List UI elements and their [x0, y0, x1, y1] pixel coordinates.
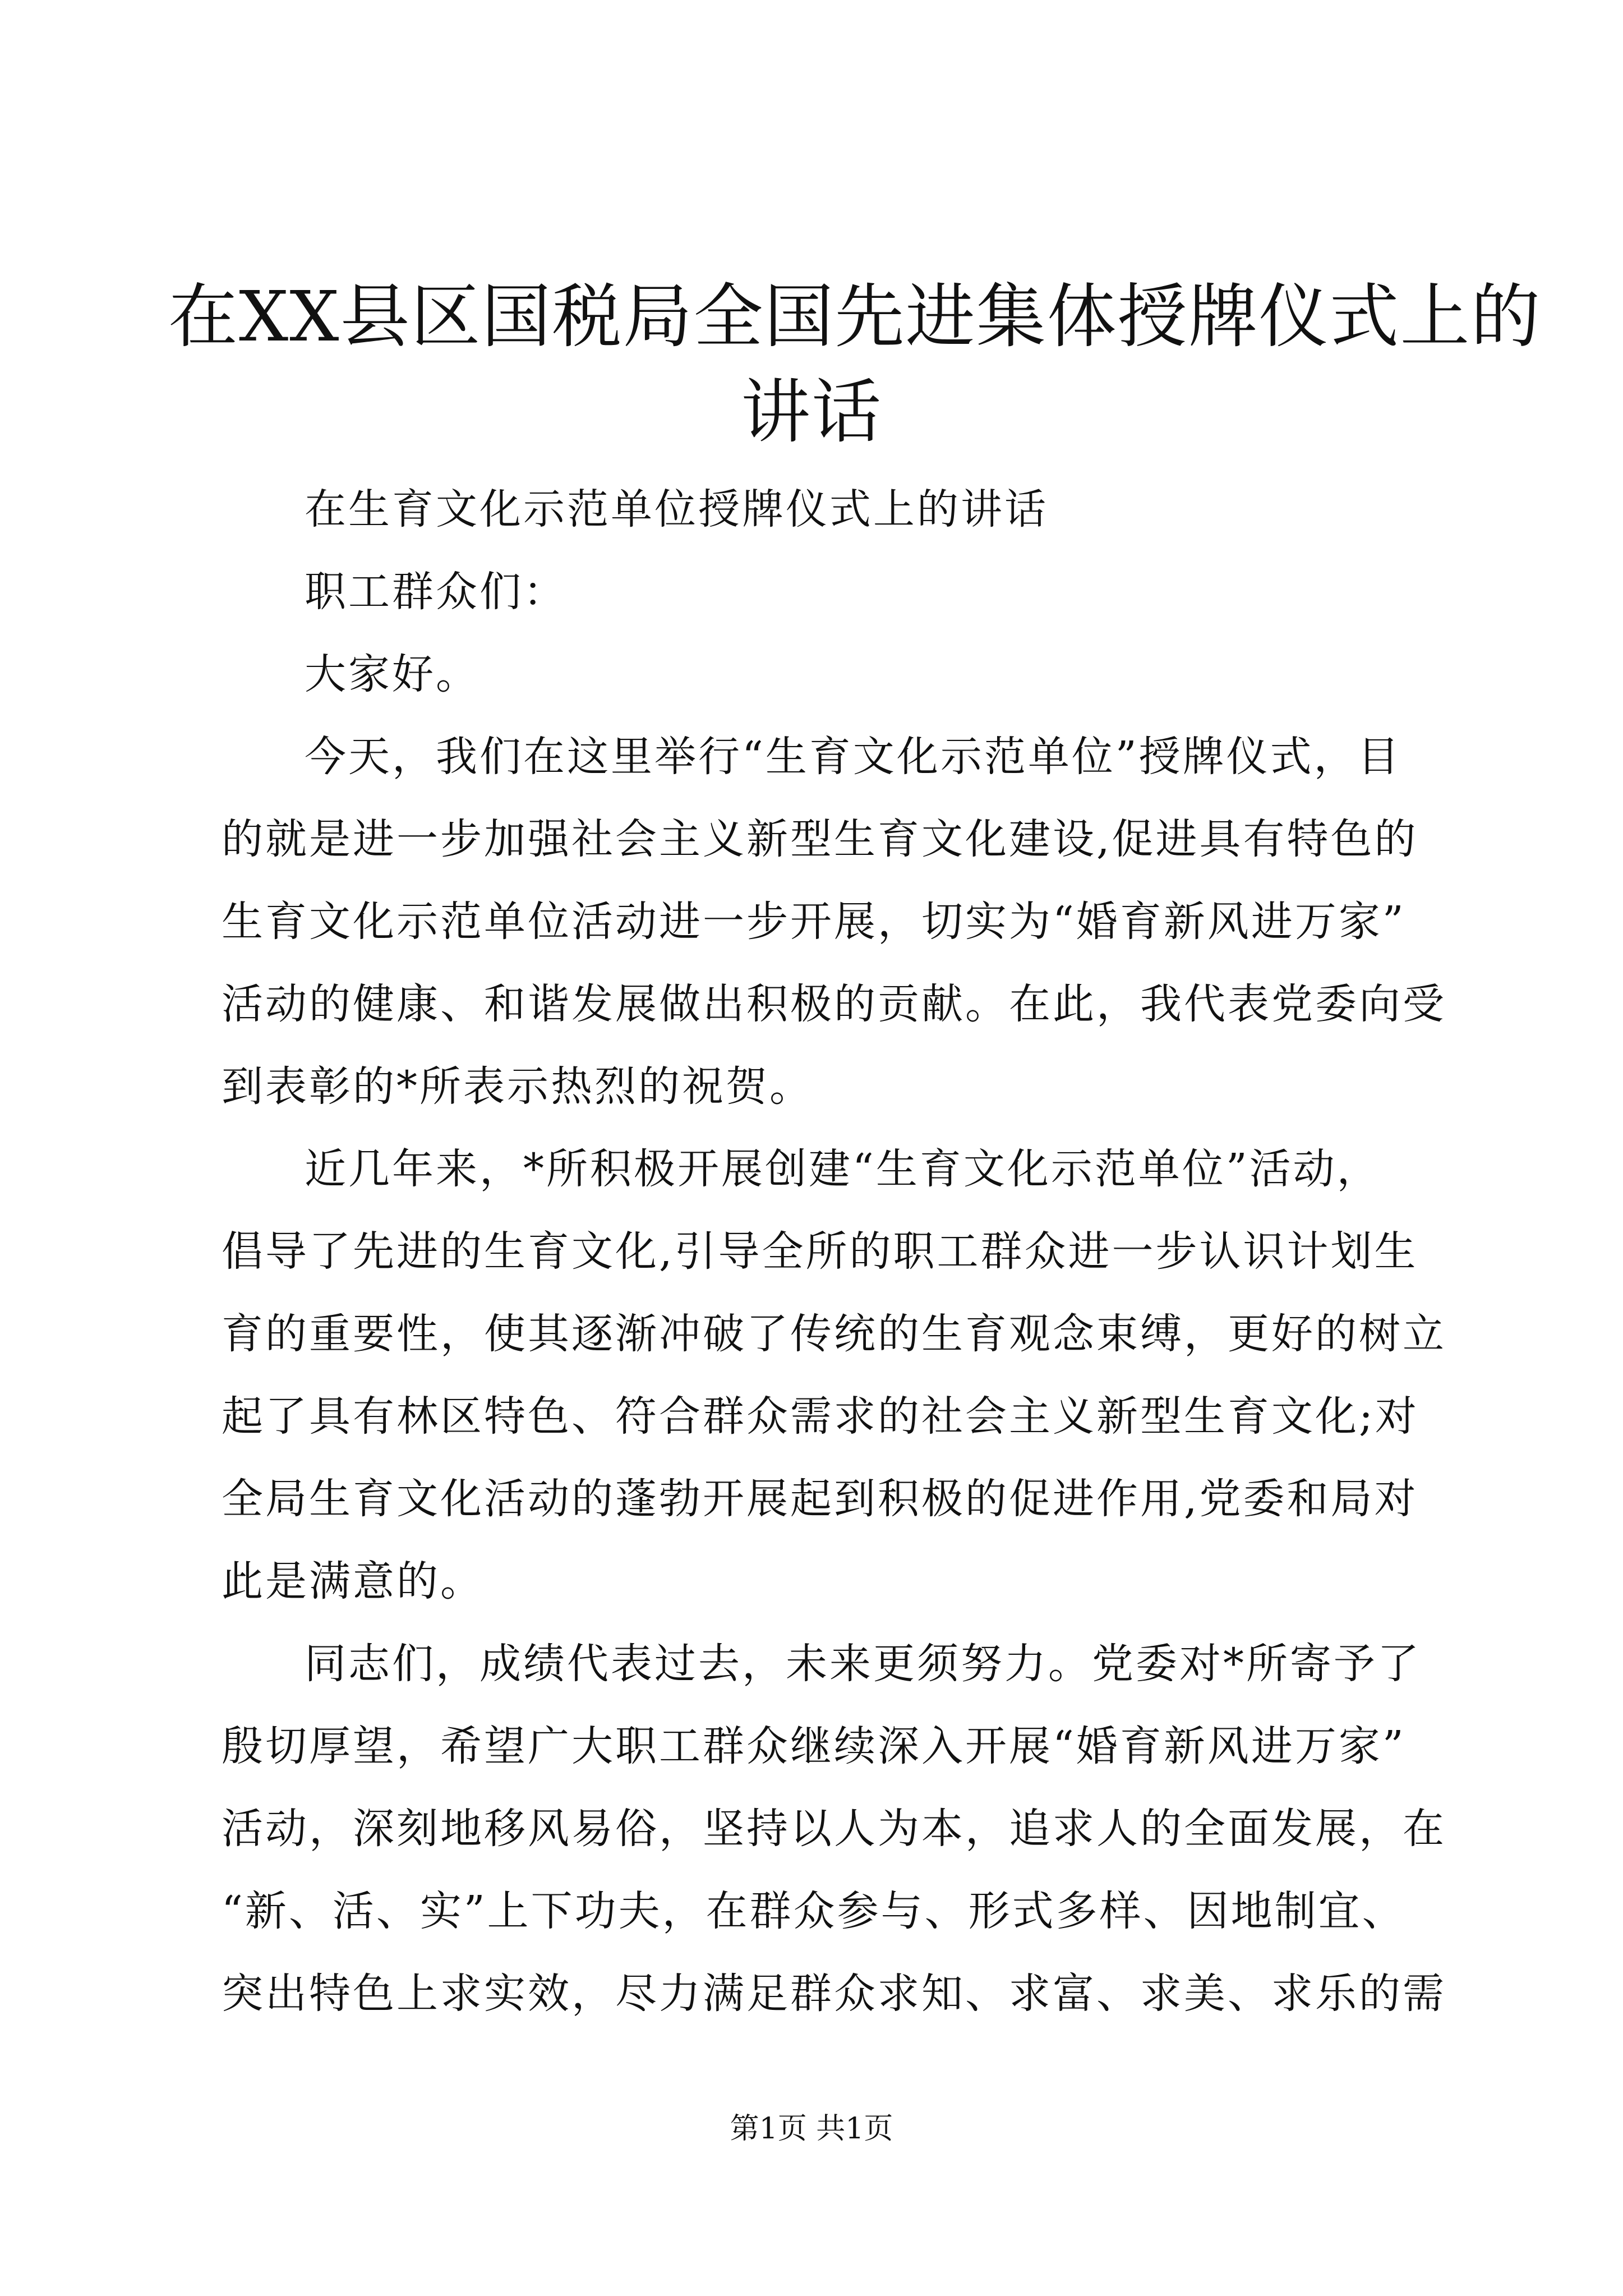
- paragraph-line: 全局生育文化活动的蓬勃开展起到积极的促进作用,党委和局对: [222, 1475, 1418, 1523]
- title-line: 在XX县区国税局全国先进集体授牌仪式上的: [168, 277, 1542, 357]
- paragraph-line: 此是满意的。: [222, 1557, 484, 1605]
- paragraph-line: “新、活、实”上下功夫，在群众参与、形式多样、因地制宜、: [222, 1887, 1406, 1935]
- paragraph-line: 近几年来，*所积极开展创建“生育文化示范单位”活动，: [305, 1145, 1381, 1193]
- paragraph-line: 起了具有林区特色、符合群众需求的社会主义新型生育文化;对: [222, 1392, 1419, 1441]
- paragraph-line: 育的重要性，使其逐渐冲破了传统的生育观念束缚，更好的树立: [222, 1310, 1446, 1358]
- salutation-line: 职工群众们：: [305, 568, 567, 616]
- paragraph-line: 突出特色上求实效，尽力满足群众求知、求富、求美、求乐的需: [222, 1970, 1446, 2018]
- greeting-line: 大家好。: [305, 650, 479, 698]
- document-body: [222, 468, 1446, 2035]
- paragraph-line: 倡导了先进的生育文化,引导全所的职工群众进一步认识计划生: [222, 1227, 1418, 1276]
- paragraph-line: 活动的健康、和谐发展做出积极的贡献。在此，我代表党委向受: [222, 980, 1446, 1028]
- subtitle-line: 在生育文化示范单位授牌仪式上的讲话: [305, 485, 1048, 533]
- page-number-footer: 第1页 共1页: [730, 2112, 893, 2146]
- paragraph-line: 活动，深刻地移风易俗，坚持以人为本，追求人的全面发展，在: [222, 1805, 1446, 1853]
- paragraph-line: 的就是进一步加强社会主义新型生育文化建设,促进具有特色的: [222, 815, 1418, 863]
- paragraph-line: 同志们，成绩代表过去，未来更须努力。党委对*所寄予了: [305, 1640, 1421, 1688]
- title-line: 讲话: [740, 372, 882, 453]
- paragraph-line: 到表彰的*所表示热烈的祝贺。: [222, 1062, 813, 1111]
- paragraph-line: 殷切厚望，希望广大职工群众继续深入开展“婚育新风进万家”: [222, 1722, 1406, 1770]
- paragraph-line: 今天，我们在这里举行“生育文化示范单位”授牌仪式，目: [305, 733, 1401, 781]
- paragraph-line: 生育文化示范单位活动进一步开展，切实为“婚育新风进万家”: [222, 898, 1406, 946]
- document-title: [168, 269, 1542, 460]
